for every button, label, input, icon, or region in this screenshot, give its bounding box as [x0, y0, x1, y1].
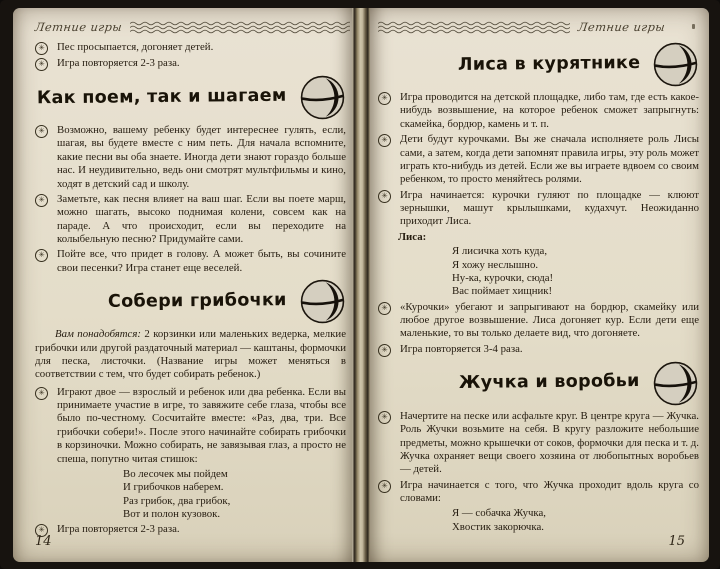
- page-right: [370, 8, 709, 562]
- page-number: 15: [668, 533, 685, 549]
- game-bullet-list: [35, 386, 346, 466]
- list-item: [35, 57, 346, 71]
- flower-bullet-icon: ✳: [378, 344, 391, 357]
- rhyme-block: [35, 468, 346, 522]
- bullet-text: Заметьте, как песня влияет на ваш шаг. Если вы поете марш, можно шагать, высоко поднимая колени, совсем как на параде. А что происходит, если вы переходите на колыбельную песню? Придумайте сами.: [57, 192, 346, 245]
- section-title: Жучка и воробьи: [459, 371, 641, 394]
- flower-bullet-icon: ✳: [35, 249, 48, 262]
- game-bullet-list: [35, 124, 346, 275]
- ball-icon: [652, 41, 699, 88]
- game-bullet-list: [378, 91, 699, 229]
- flower-bullet-icon: ✳: [35, 42, 48, 55]
- section-heading-row: [378, 41, 699, 88]
- list-item: [378, 301, 699, 341]
- book-spread: [13, 8, 709, 562]
- page-left: [13, 8, 352, 562]
- game-bullet-list: [35, 523, 346, 537]
- bullet-text: Игра повторяется 2-3 раза.: [57, 523, 180, 536]
- rhyme-line: Я лисичка хоть куда,: [452, 245, 548, 258]
- book-gutter: [352, 8, 370, 562]
- bullet-text: Игра проводится на детской площадке, либо там, где есть какое-нибудь возвышение, на которое ребенок сможет запрыгнуть: скамейка, бордюр, камень и т. п.: [400, 91, 699, 130]
- ball-icon: [299, 74, 346, 121]
- flower-bullet-icon: ✳: [378, 411, 391, 424]
- section-title: Собери грибочки: [108, 289, 288, 312]
- rhyme-line: Хвостик закорючка.: [452, 520, 544, 533]
- rhyme-line: Я хожу неслышно.: [452, 258, 539, 271]
- bullet-text: Игра повторяется 2-3 раза.: [57, 57, 180, 69]
- list-item: [35, 386, 346, 466]
- flower-bullet-icon: ✳: [35, 387, 48, 400]
- list-item: [378, 410, 699, 477]
- flower-bullet-icon: ✳: [35, 58, 48, 71]
- list-item: [378, 479, 699, 506]
- section-title: Лиса в курятнике: [457, 52, 641, 75]
- flower-bullet-icon: ✳: [378, 92, 391, 105]
- speaker-label: Лиса:: [398, 230, 427, 243]
- list-item: [378, 189, 699, 229]
- intro-bullet-list: [35, 41, 346, 71]
- bullet-text: Играют двое — взрослый и ребенок или два ребенка. Если вы принимаете участие в игре, то завяжите себе глаза, чтобы все было по-честному. Сосчитайте вместе: «Раз, два, три. Все грибочки собери!». После этого начинайте собирать грибочки в корзиночки. Можно собирать, не завязывая глаз, а просто не спеша, попутно читая стишок:: [57, 385, 346, 465]
- rhyme-line: Ну-ка, курочки, сюда!: [452, 271, 554, 284]
- flower-bullet-icon: ✳: [378, 190, 391, 203]
- materials-text: 2 корзинки или маленьких ведерка, мелкие грибочки или другой раздаточный материал — каштаны, формочки для песка, листочки. (Название игры может меняться в соответствии с тем, что будет собирать ребенок.): [35, 328, 346, 381]
- bullet-text: Игра начинается: курочки гуляют по площадке — клюют зернышки, машут крылышками, кудахчут. Неожиданно приходит Лиса.: [400, 188, 699, 228]
- page-number: 14: [35, 533, 52, 549]
- materials-label: Вам понадобятся:: [55, 328, 141, 341]
- flower-bullet-icon: ✳: [35, 125, 48, 138]
- list-item: [35, 124, 346, 191]
- rhyme-line: Во лесочек мы пойдем: [123, 467, 228, 480]
- bullet-text: Игра повторяется 3-4 раза.: [400, 342, 523, 355]
- bullet-text: Дети будут курочками. Вы же сначала исполняете роль Лисы сами, а затем, когда дети запомнят правила игры, эту роль может играть кто-нибудь из детей. Если же вы играете вдвоем со своим ребенком, то просто меняйтесь ролями.: [400, 133, 699, 186]
- rhyme-line: Вот и полон кузовок.: [123, 508, 221, 520]
- section-heading-row: [35, 74, 346, 121]
- list-item: [35, 523, 346, 537]
- rhyme-line: Раз грибок, два грибок,: [123, 494, 231, 507]
- rhyme-block: [378, 245, 699, 299]
- bullet-text: Пойте все, что придет в голову. А может быть, вы сочините свои песенки? Игра станет еще веселей.: [57, 248, 346, 274]
- flower-bullet-icon: ✳: [35, 524, 48, 537]
- rhyme-line: И грибочков наберем.: [123, 481, 224, 494]
- bullet-text: Пес просыпается, догоняет детей.: [57, 41, 214, 53]
- bullet-text: Возможно, вашему ребенку будет интереснее гулять, если, шагая, вы будете вместе с ним петь. Для начала вспомните, какие песни вы оба знаете. Иногда дети знают гораздо больше нас. И неудивительно, ведь они смотрят мультфильмы и кино, ходят в детский сад и школу.: [57, 124, 346, 190]
- list-item: [378, 91, 699, 131]
- materials-paragraph: [35, 328, 346, 382]
- running-head-title: Летние игры: [577, 19, 666, 34]
- wavy-rule: [130, 21, 350, 34]
- bullet-text: Начертите на песке или асфальте круг. В центре круга — Жучка. Роль Жучки возьмите на себя. В кругу разложите небольшие предметы, можно крышечки от соков, формочки для песка и т. д. Жучка охраняет вещи своего хозяина от любопытных воробьев — детей.: [400, 409, 699, 476]
- ink-speck: [692, 24, 695, 29]
- ball-icon: [299, 278, 346, 325]
- ball-icon: [652, 360, 699, 407]
- bullet-text: «Курочки» убегают и запрыгивают на бордюр, скамейку или любое другое возвышение. Лиса догоняет кур. Если дети еще маленькие, то вы только делаете вид, что догоняете.: [400, 300, 699, 340]
- running-head-left: [35, 17, 346, 37]
- flower-bullet-icon: ✳: [378, 134, 391, 147]
- section-heading-row: [378, 360, 699, 407]
- running-head-right: [378, 17, 699, 37]
- game-bullet-list: [378, 410, 699, 506]
- section-heading-row: [35, 278, 346, 325]
- running-head-title: Летние игры: [34, 19, 123, 34]
- game-bullet-list: [378, 301, 699, 357]
- list-item: [378, 133, 699, 187]
- flower-bullet-icon: ✳: [378, 480, 391, 493]
- bullet-text: Игра начинается с того, что Жучка проходит вдоль круга со словами:: [400, 478, 699, 504]
- list-item: [378, 343, 699, 357]
- flower-bullet-icon: ✳: [378, 302, 391, 315]
- rhyme-line: Я — собачка Жучка,: [452, 507, 546, 520]
- flower-bullet-icon: ✳: [35, 194, 48, 207]
- wavy-rule: [378, 21, 570, 34]
- list-item: [35, 193, 346, 247]
- list-item: [35, 248, 346, 275]
- section-title: Как поем, так и шагаем: [37, 85, 288, 108]
- rhyme-block: [378, 507, 699, 534]
- rhyme-line: Вас поймает хищник!: [452, 285, 553, 298]
- list-item: [35, 41, 346, 55]
